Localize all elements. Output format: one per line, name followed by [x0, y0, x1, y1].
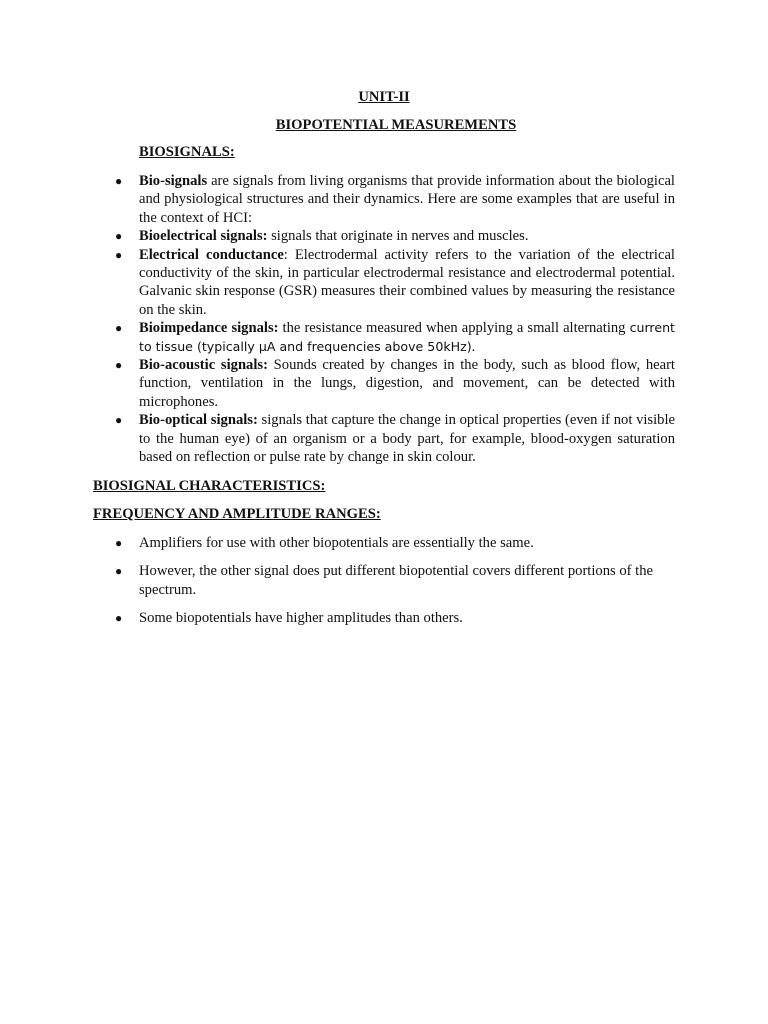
- bullet-icon: ●: [115, 536, 123, 550]
- section-heading-biosignals: BIOSIGNALS:: [139, 144, 235, 160]
- list-item-bio-acoustic: [115, 356, 675, 411]
- bullet-icon: ●: [115, 247, 123, 262]
- term: Bio-acoustic signals:: [139, 357, 268, 374]
- term: Bio-optical signals:: [139, 412, 258, 429]
- list-item-bio-optical: [115, 411, 675, 466]
- definition: the resistance measured when applying a small alternating: [278, 320, 626, 337]
- term: Bioimpedance signals:: [139, 320, 279, 337]
- bullet-icon: ●: [115, 564, 123, 579]
- bullet-icon: ●: [115, 174, 123, 188]
- list-item-bio-signals: [115, 172, 675, 227]
- list-item-text: Some biopotentials have higher amplitudes than others.: [139, 610, 463, 627]
- list-item-bioimpedance: [115, 319, 675, 356]
- biosignals-list: [115, 172, 675, 467]
- definition-continued: current to tissue (typically µA and frequencies above 50kHz): [139, 320, 675, 354]
- definition: signals that capture the change in optical properties (even if not visible to the human eye) of an organism or a body part, for example, blood-oxygen saturation based on reflection or pulse rate by change in skin colour.: [139, 412, 675, 466]
- bullet-icon: ●: [115, 611, 123, 626]
- list-item: [115, 534, 675, 552]
- bullet-icon: ●: [115, 358, 123, 373]
- frequency-list: [115, 534, 675, 638]
- chapter-title: BIOPOTENTIAL MEASUREMENTS: [275, 117, 517, 133]
- list-item-text: Amplifiers for use with other biopotentials are essentially the same.: [139, 535, 534, 551]
- definition-end: .: [471, 338, 476, 355]
- term: Electrical conductance: [139, 246, 284, 263]
- term: Bioelectrical signals:: [139, 228, 268, 245]
- list-item: [115, 609, 675, 627]
- bullet-icon: ●: [115, 321, 123, 336]
- unit-title: UNIT-II: [358, 89, 410, 105]
- bullet-icon: ●: [115, 413, 123, 428]
- definition: Sounds created by changes in the body, such as blood flow, heart function, ventilation in the lungs, digestion, and movement, can be detected with microphones.: [139, 357, 675, 410]
- section-heading-frequency: FREQUENCY AND AMPLITUDE RANGES:: [93, 506, 381, 522]
- section-heading-characteristics: BIOSIGNAL CHARACTERISTICS:: [93, 478, 326, 494]
- definition: signals that originate in nerves and muscles.: [267, 228, 529, 245]
- list-item-bioelectrical: [115, 227, 675, 245]
- definition: : Electrodermal activity refers to the variation of the electrical conductivity of the skin, in particular electrodermal resistance and electrodermal potential. Galvanic skin response (GSR) measures their combined values by measuring the resistance on the skin.: [139, 246, 675, 318]
- list-item-text: However, the other signal does put different biopotential covers different portions of the spectrum.: [139, 563, 653, 598]
- list-item-electrical-conductance: [115, 246, 675, 320]
- term: Bio-signals: [139, 173, 208, 189]
- definition: are signals from living organisms that provide information about the biological and physiological structures and their dynamics. Here are some examples that are useful in the context of HCI:: [139, 173, 675, 226]
- list-item: [115, 562, 675, 599]
- bullet-icon: ●: [115, 229, 123, 244]
